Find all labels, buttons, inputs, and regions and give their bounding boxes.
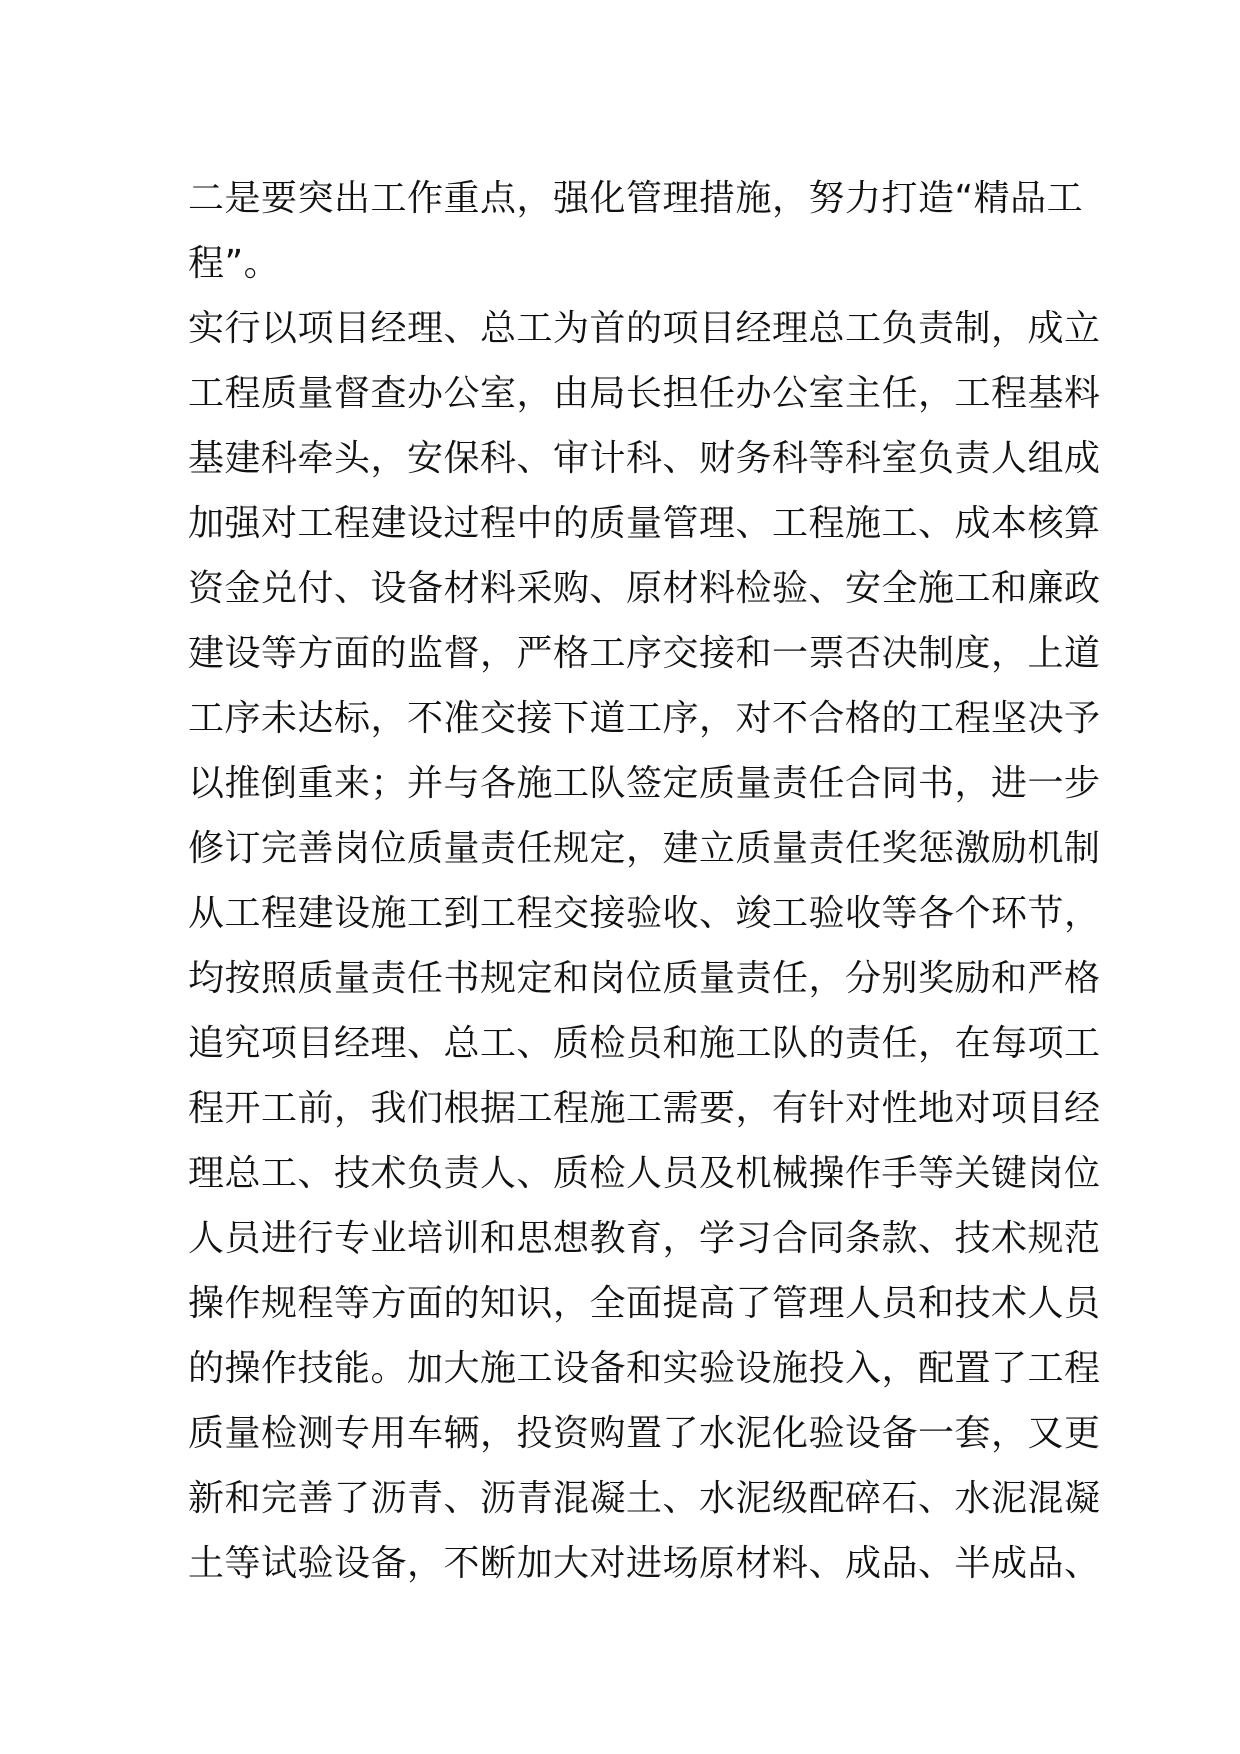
text-line: 土等试验设备，不断加大对进场原材料、成品、半成品、 (188, 1543, 1101, 1584)
text-line: 资金兑付、设备材料采购、原材料检验、安全施工和廉政 (188, 568, 1101, 609)
text-line: 追究项目经理、总工、质检员和施工队的责任，在每项工 (188, 1023, 1101, 1064)
body-text (188, 166, 1101, 1596)
text-line: 实行以项目经理、总工为首的项目经理总工负责制，成立 (188, 308, 1101, 349)
text-line: 以推倒重来；并与各施工队签定质量责任合同书，进一步 (188, 763, 1101, 804)
text-line: 新和完善了沥青、沥青混凝土、水泥级配碎石、水泥混凝 (188, 1478, 1101, 1519)
text-line: 从工程建设施工到工程交接验收、竣工验收等各个环节， (188, 893, 1101, 934)
text-line: 程”。 (188, 243, 281, 284)
text-line: 均按照质量责任书规定和岗位质量责任，分别奖励和严格 (188, 958, 1101, 999)
text-line: 质量检测专用车辆，投资购置了水泥化验设备一套，又更 (188, 1413, 1101, 1454)
text-line: 加强对工程建设过程中的质量管理、工程施工、成本核算 (188, 503, 1101, 544)
text-line: 二是要突出工作重点，强化管理措施，努力打造“精品工 (188, 178, 1084, 219)
text-line: 的操作技能。加大施工设备和实验设施投入，配置了工程 (188, 1348, 1101, 1389)
text-line: 工序未达标，不准交接下道工序，对不合格的工程坚决予 (188, 698, 1101, 739)
text-line: 基建科牵头，安保科、审计科、财务科等科室负责人组成 (188, 438, 1101, 479)
text-line: 操作规程等方面的知识，全面提高了管理人员和技术人员 (188, 1283, 1101, 1324)
text-line: 理总工、技术负责人、质检人员及机械操作手等关键岗位 (188, 1153, 1101, 1194)
text-line: 程开工前，我们根据工程施工需要，有针对性地对项目经 (188, 1088, 1101, 1129)
text-line: 修订完善岗位质量责任规定，建立质量责任奖惩激励机制 (188, 828, 1101, 869)
text-line: 工程质量督查办公室，由局长担任办公室主任，工程基料 (188, 373, 1101, 414)
text-line: 人员进行专业培训和思想教育，学习合同条款、技术规范 (188, 1218, 1101, 1259)
text-line: 建设等方面的监督，严格工序交接和一票否决制度，上道 (188, 633, 1101, 674)
